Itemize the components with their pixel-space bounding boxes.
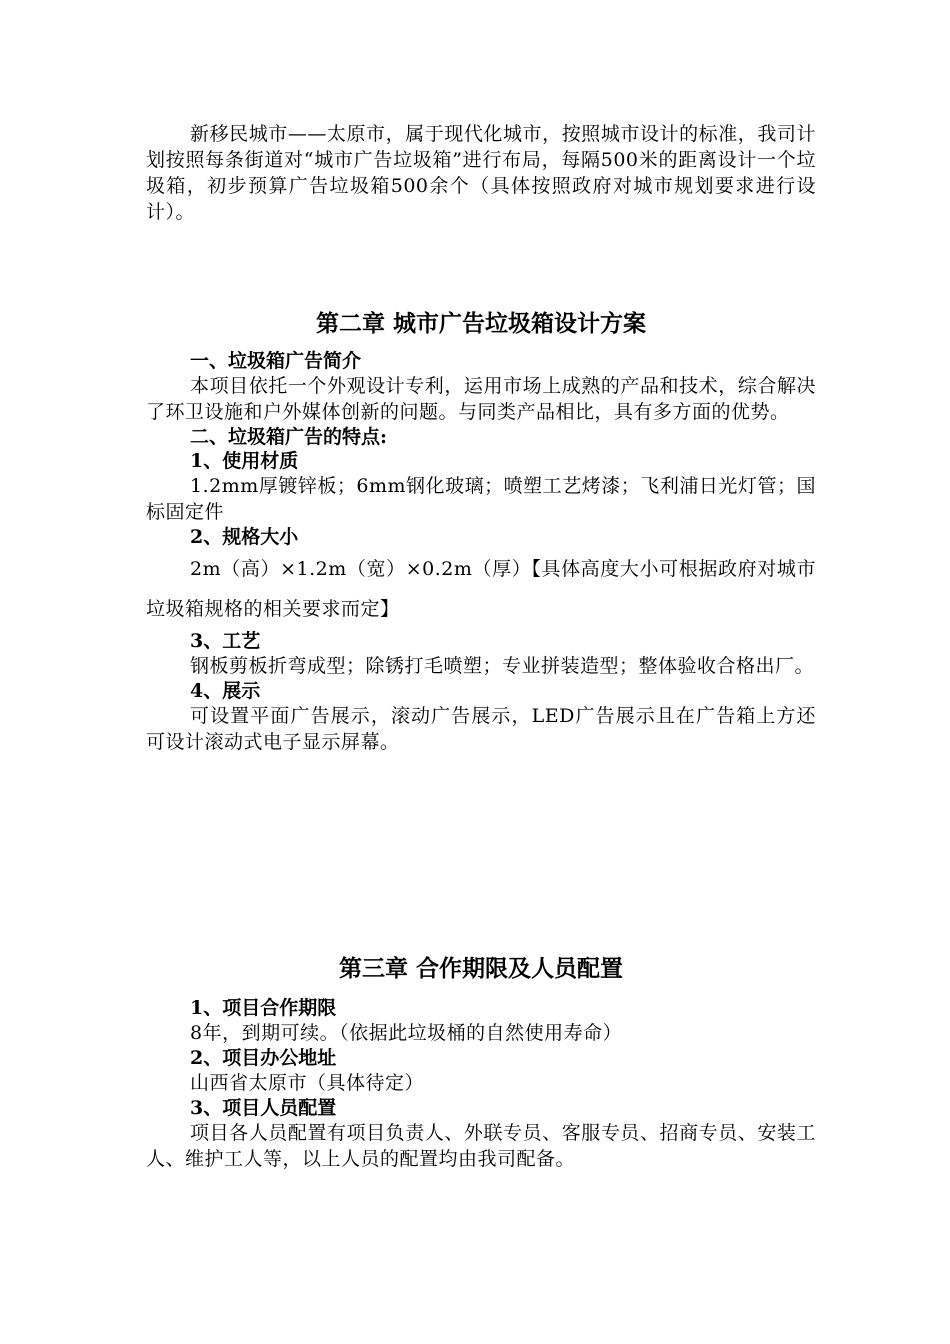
chapter2-i4-text: 可设置平面广告展示，滚动广告展示，LED广告展示且在广告箱上方还可设计滚动式电子显示屏幕。 [146, 705, 816, 753]
intro-section [146, 121, 816, 225]
chapter3-title: 第三章 合作期限及人员配置 [338, 955, 623, 982]
chapter2-i4-heading: 4、展示 [190, 680, 261, 702]
chapter3-i3-text: 项目各人员配置有项目负责人、外联专员、客服专员、招商专员、安装工人、维护工人等，以上人员的配置均由我司配备。 [146, 1122, 816, 1170]
chapter2-i1-text: 1.2mm厚镀锌板；6mm钢化玻璃；喷塑工艺烤漆；飞利浦日光灯管；国标固定件 [146, 475, 816, 523]
chapter3-section [146, 954, 816, 1172]
chapter2-s2-heading: 二、垃圾箱广告的特点: [190, 426, 388, 448]
chapter2-s1-text: 本项目依托一个外观设计专利，运用市场上成熟的产品和技术，综合解决了环卫设施和户外媒体创新的问题。与同类产品相比，具有多方面的优势。 [146, 375, 816, 423]
chapter2-i3-text: 钢板剪板折弯成型；除锈打毛喷塑；专业拼装造型；整体验收合格出厂。 [190, 655, 815, 677]
chapter2-i1-heading: 1、使用材质 [190, 450, 299, 472]
chapter3-i1-heading: 1、项目合作期限 [190, 997, 337, 1019]
chapter3-i2-heading: 2、项目办公地址 [190, 1047, 337, 1069]
chapter2-i2-text: 2m（高）×1.2m（宽）×0.2m（厚）【具体高度大小可根据政府对城市垃圾箱规格的相关要求而定】 [146, 558, 816, 620]
chapter2-s1-heading: 一、垃圾箱广告简介 [190, 350, 362, 372]
chapter2-section [146, 309, 816, 755]
chapter2-i2-heading: 2、规格大小 [190, 526, 299, 548]
chapter3-i2-text: 山西省太原市（具体待定） [190, 1072, 425, 1094]
chapter3-i3-heading: 3、项目人员配置 [190, 1097, 337, 1119]
chapter3-i1-text: 8年，到期可续。（依据此垃圾桶的自然使用寿命） [190, 1022, 623, 1044]
chapter2-title: 第二章 城市广告垃圾箱设计方案 [315, 310, 646, 337]
intro-paragraph: 新移民城市——太原市，属于现代化城市，按照城市设计的标准，我司计划按照每条街道对“城市广告垃圾箱”进行布局，每隔500米的距离设计一个垃圾箱，初步预算广告垃圾箱500余个（具体按照政府对城市规划要求进行设计）。 [146, 123, 816, 223]
chapter2-i3-heading: 3、工艺 [190, 630, 261, 652]
